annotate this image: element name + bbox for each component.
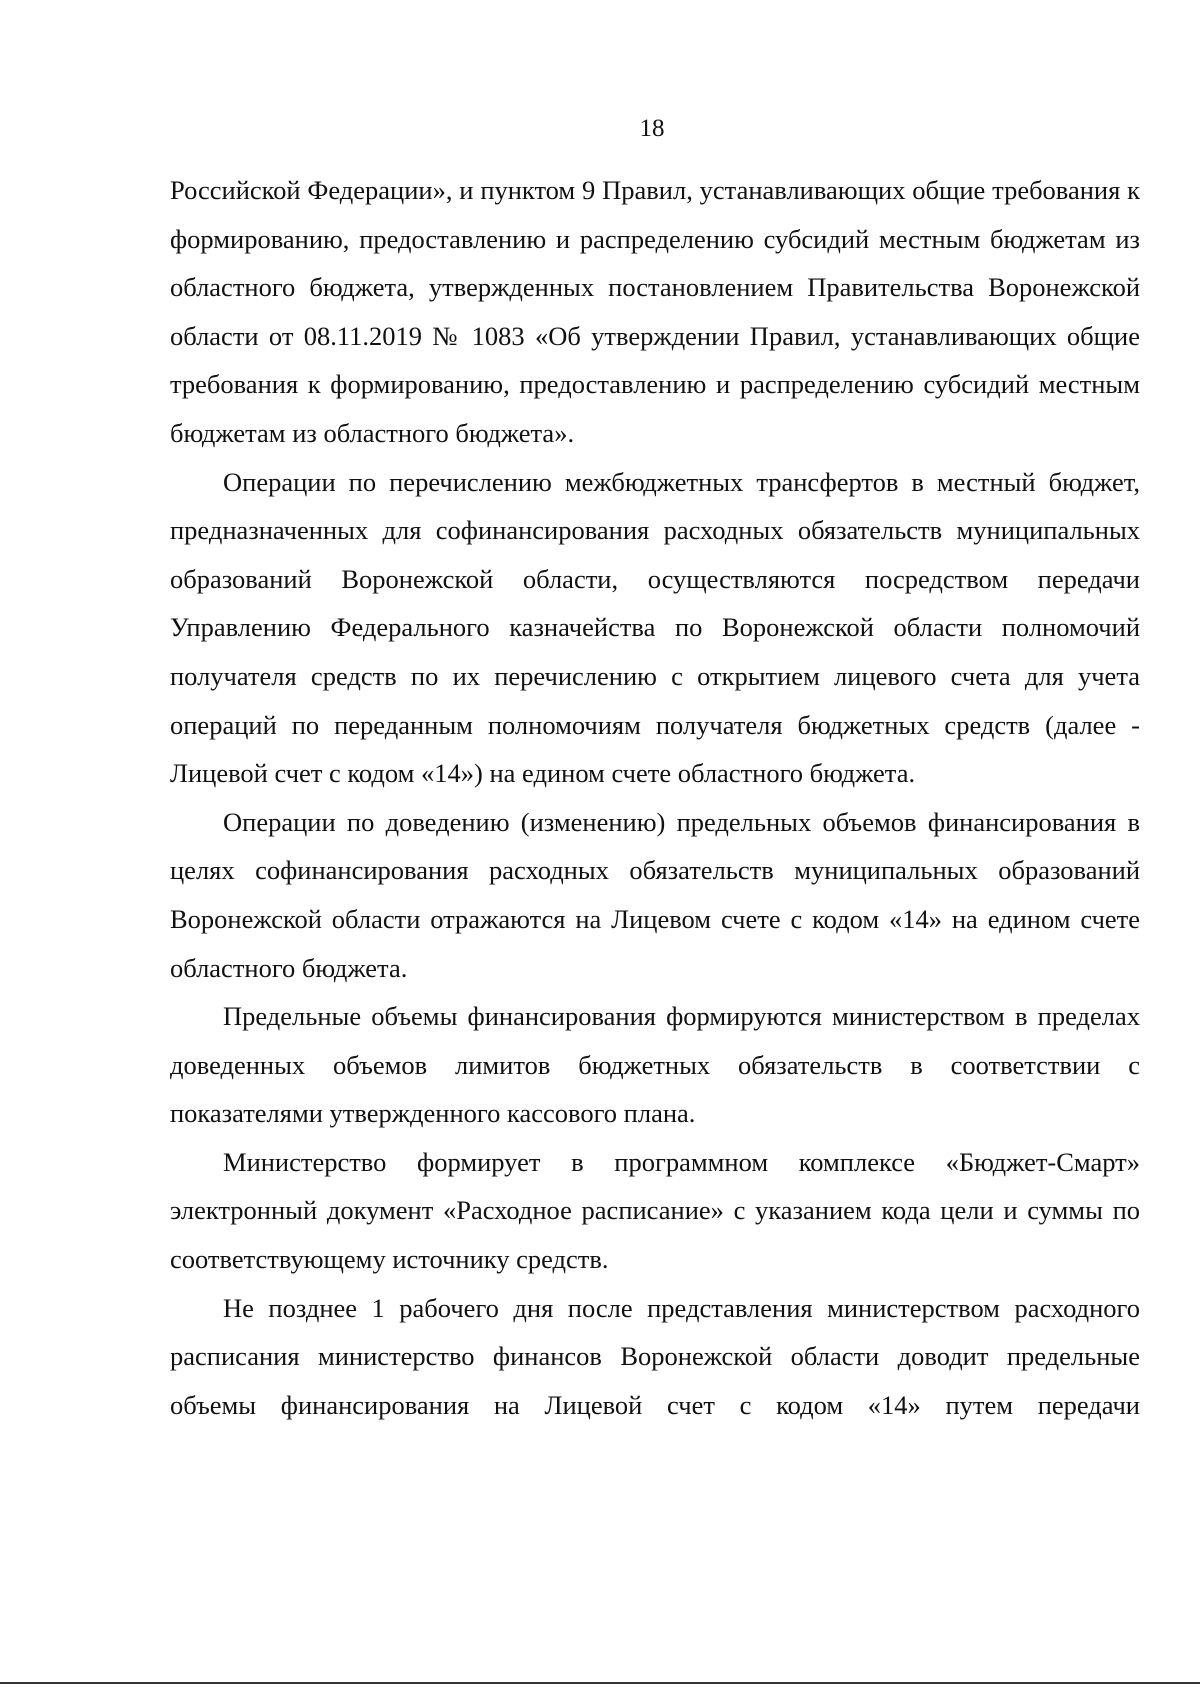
paragraph-transfers: Операции по перечислению межбюджетных трансфертов в местный бюджет, предназначенных для софинансирования расходных обязательств муниципальных образований Воронежской области, осуществляются посредством передачи Управлению Федерального казначейства по Воронежской области полномочий получателя средств по их перечислению с открытием лицевого счета для учета операций по переданным полномочиям получателя бюджетных средств (далее - Лицевой счет с кодом «14») на едином счете областного бюджета.	[170, 466, 1140, 789]
paragraph-limits: Операции по доведению (изменению) предельных объемов финансирования в целях софинансирования расходных обязательств муниципальных образований Воронежской области отражаются на Лицевом счете с кодом «14» на едином счете областного бюджета.	[170, 806, 1140, 983]
paragraph-financing: Предельные объемы финансирования формируются министерством в пределах доведенных объемов лимитов бюджетных обязательств в соответствии с показателями утвержденного кассового плана.	[170, 1001, 1140, 1129]
paragraph-continuation: Российской Федерации», и пунктом 9 Правил, устанавливающих общие требования к формированию, предоставлению и распределению субсидий местным бюджетам из областного бюджета, утвержденных постановлением Правительства Воронежской области от 08.11.2019 № 1083 «Об утверждении Правил, устанавливающих общие требования к формированию, предоставлению и распределению субсидий местным бюджетам из областного бюджета».	[170, 175, 1140, 448]
paragraph-schedule: Министерство формирует в программном комплексе «Бюджет-Смарт» электронный документ «Расходное расписание» с указанием кода цели и суммы по соответствующему источнику средств.	[170, 1146, 1140, 1275]
paragraph-deadline: Не позднее 1 рабочего дня после представления министерством расходного расписания министерство финансов Воронежской области доводит предельные объемы финансирования на Лицевой счет с кодом «14» путем передачи	[170, 1292, 1140, 1420]
bottom-divider	[0, 1682, 1200, 1684]
page-number: 18	[639, 115, 665, 142]
document-body	[170, 166, 1140, 1429]
